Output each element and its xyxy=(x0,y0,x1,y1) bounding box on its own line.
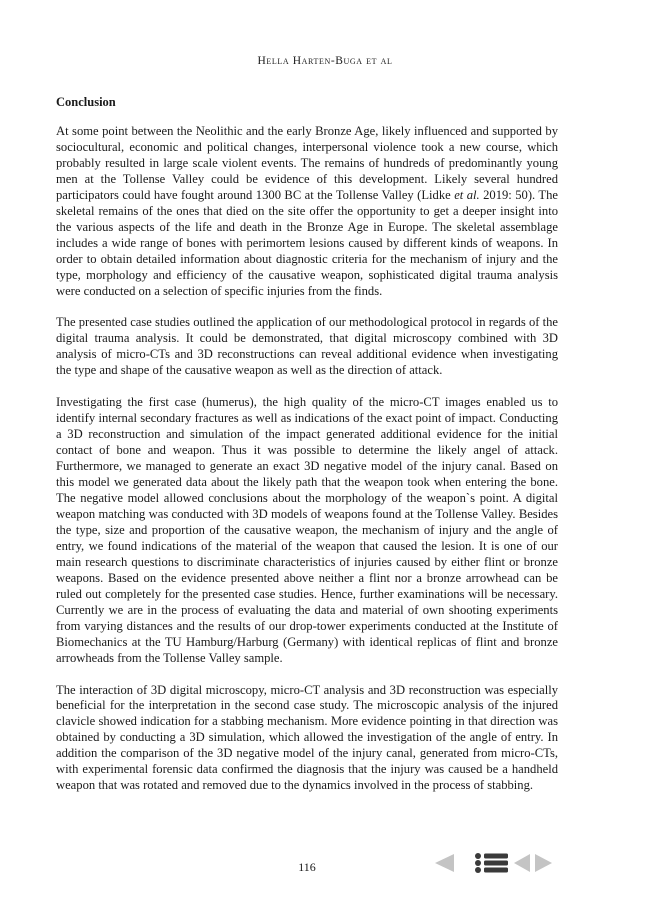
paragraph-4: The interaction of 3D digital microscopy, micro-CT analysis and 3D reconstruction was especially beneficial for the interpretation in the second case study. The microscopic analysis of the injured clavicle showed indication for a stabbing mechanism. More evidence pointing in that direction was obtained by conducting a 3D simulation, which allowed the investigation of the angle of entry. In addition the comparison of the 3D negative model of the injury canal, generated from micro-CTs, with experimental forensic data confirmed the diagnosis that the injury was caused be a handheld weapon that was rotated and removed due to the dynamics involved in the process of stabbing. xyxy=(56,682,558,793)
paragraph-3: Investigating the first case (humerus), the high quality of the micro-CT images enabled us to identify internal secondary fractures as well as indications of the exact point of impact. Conducting a 3D reconstruction and simulation of the impact generated additional evidence for the initial contact of bone and weapon. Thus it was possible to determine the likely angel of attack. Furthermore, we managed to generate an exact 3D negative model of the injury canal. Based on this model we generated data about the likely path that the weapon took when entering the bone. The negative model allowed conclusions about the morphology of the weapon`s point. A digital weapon matching was conducted with 3D models of weapons found at the Tollense Valley. Besides the type, size and proportion of the causative weapon, the mechanism of injury and the angle of entry, we found indications of the material of the weapon that caused the lesion. It is one of our main research questions to discriminate characteristics of injuries caused by either flint or bronze weapons. Based on the evidence presented above neither a flint nor a bronze arrowhead can be ruled out completely for the presented case studies. Hence, further examinations will be necessary. Currently we are in the process of evaluating the data and material of own shooting experiments from varying distances and the results of our drop-tower experiments conducted at the Institute of Biomechanics at the TU Hamburg/Harburg (Germany) with identical replicas of flint and bronze arrowheads from the Tollense Valley sample. xyxy=(56,395,558,665)
forward-button[interactable] xyxy=(534,852,554,874)
paragraph-1 xyxy=(56,124,558,299)
running-head: Hella Harten-Buga et al xyxy=(257,55,393,67)
prev-page-button[interactable] xyxy=(432,852,456,874)
paragraph-1-part-1: At some point between the Neolithic and the early Bronze Age, likely influenced and supported by sociocultural, economic and political changes, interpersonal violence took a new course, which probably resulted in large scale violent events. The remains of hundreds of predominantly young men at the Tollense Valley could be evidence of this development. Likely several hundred participators could have fought around 1300 BC at the Tollense Valley (Lidke xyxy=(56,124,558,202)
triangle-right-icon xyxy=(534,852,554,874)
body-text xyxy=(56,124,558,810)
list-icon xyxy=(474,852,510,874)
triangle-left-icon xyxy=(513,852,531,874)
paragraph-1-part-2: 2019: 50). The skeletal remains of the ones that died on the site offer the opportunity to get a deeper insight into the various aspects of the life and death in the Bronze Age in Europe. The skeletal assemblage includes a wide range of bones with perimortem lesions caused by different kinds of weapons. In order to obtain detailed information about diagnostic criteria for the mechanism of injury and the type, morphology and efficiency of the causative weapon, sophisticated digital trauma analysis were conducted on a selection of specific injuries from the finds. xyxy=(56,187,558,298)
page-number: 116 xyxy=(298,860,316,874)
contents-button[interactable] xyxy=(474,852,510,874)
triangle-left-icon xyxy=(432,852,456,874)
paragraph-2: The presented case studies outlined the application of our methodological protocol in regards of the digital trauma analysis. It could be demonstrated, that digital microscopy combined with 3D analysis of micro-CTs and 3D reconstructions can reveal additional evidence when investigating the type and shape of the causative weapon as well as the direction of attack. xyxy=(56,315,558,378)
back-button[interactable] xyxy=(513,852,531,874)
section-title: Conclusion xyxy=(56,95,116,109)
citation-et-al: et al. xyxy=(454,187,480,202)
